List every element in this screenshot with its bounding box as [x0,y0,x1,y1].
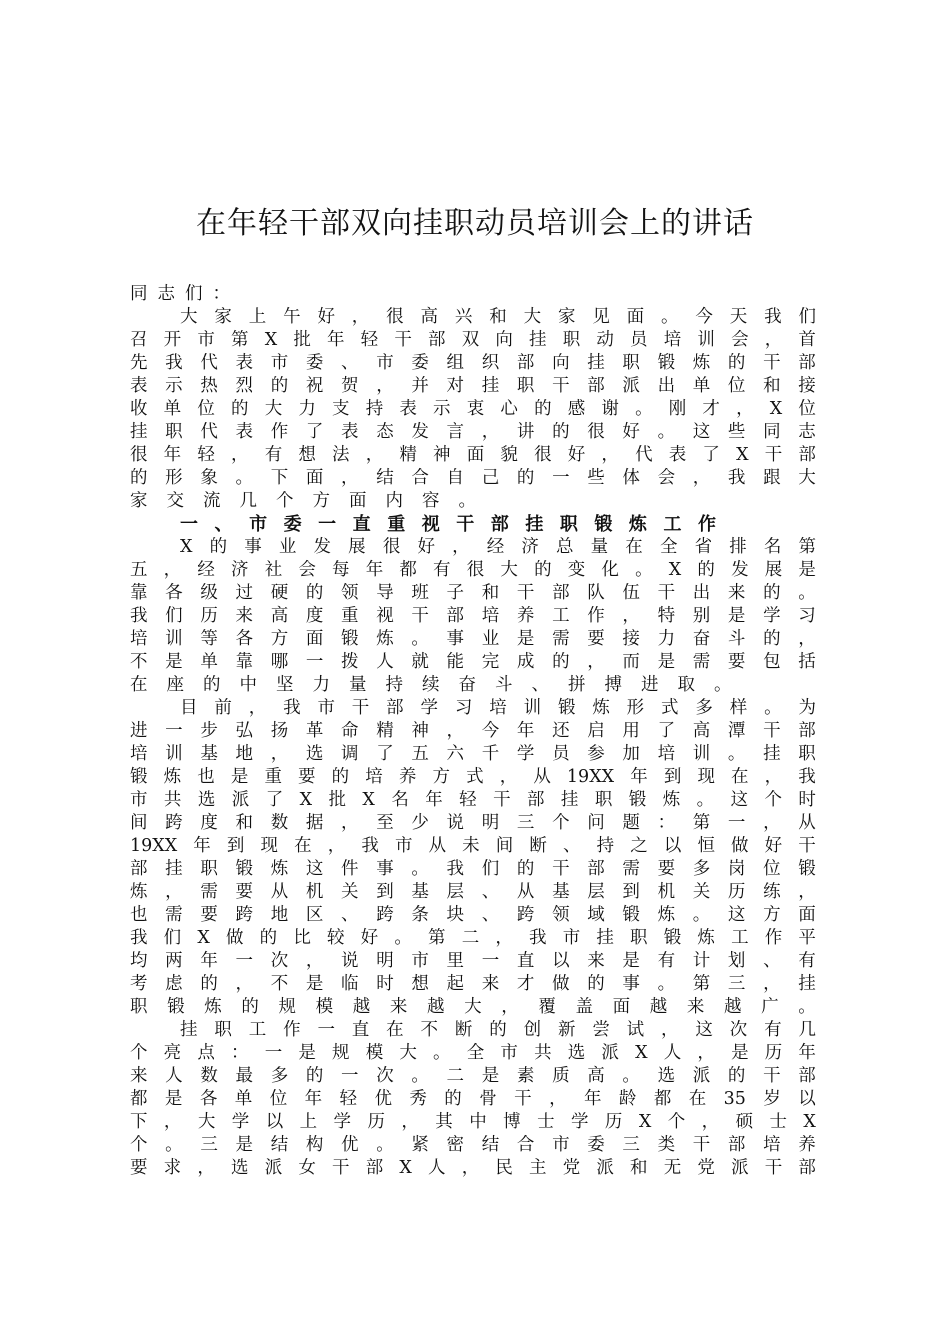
text-line: 召 开 市 第 X 批 年 轻 干 部 双 向 挂 职 动 员 培 训 会 ， 首 [130,330,816,350]
text-line: 部 挂 职 锻 炼 这 件 事 。 我 们 的 干 部 需 要 多 岗 位 锻 [130,859,816,879]
text-line: 炼 ， 需 要 从 机 关 到 基 层 、 从 基 层 到 机 关 历 练 ， [130,882,816,902]
text-line: 的 形 象 。 下 面 ， 结 合 自 己 的 一 些 体 会 ， 我 跟 大 [130,468,816,488]
document-body [130,283,816,1180]
text-line: 很 年 轻 ， 有 想 法 ， 精 神 面 貌 很 好 ， 代 表 了 X 干 部 [130,445,816,465]
document-title: 在年轻干部双向挂职动员培训会上的讲话 [196,206,754,241]
text-line: 先 我 代 表 市 委 、 市 委 组 织 部 向 挂 职 锻 炼 的 干 部 [130,353,816,373]
text-line: 下 ， 大 学 以 上 学 历 ， 其 中 博 士 学 历 X 个 ， 硕 士 X [130,1112,816,1132]
text-line: 大 家 上 午 好 ， 很 高 兴 和 大 家 见 面 。 今 天 我 们 [180,307,816,327]
text-line: 19XX 年 到 现 在 ， 我 市 从 未 间 断 、 持 之 以 恒 做 好 干 [130,836,816,856]
text-line: 来 人 数 最 多 的 一 次 。 二 是 素 质 高 。 选 派 的 干 部 [130,1066,816,1086]
text-line: 在 座 的 中 坚 力 量 持 续 奋 斗 、 拼 搏 进 取 。 [130,675,732,695]
text-line: 也 需 要 跨 地 区 、 跨 条 块 、 跨 领 域 锻 炼 。 这 方 面 [130,905,816,925]
text-line: 不 是 单 靠 哪 一 拨 人 就 能 完 成 的 ， 而 是 需 要 包 括 [130,652,816,672]
text-line: 进 一 步 弘 扬 革 命 精 神 ， 今 年 还 启 用 了 高 潭 干 部 [130,721,816,741]
text-line: 挂 职 工 作 一 直 在 不 断 的 创 新 尝 试 ， 这 次 有 几 [180,1020,816,1040]
section-heading: 一 、 市 委 一 直 重 视 干 部 挂 职 锻 炼 工 作 [180,514,716,535]
text-line: 我 们 X 做 的 比 较 好 。 第 二 ， 我 市 挂 职 锻 炼 工 作 平 [130,928,816,948]
text-line: 个 。 三 是 结 构 优 。 紧 密 结 合 市 委 三 类 干 部 培 养 [130,1135,816,1155]
text-line: 表 示 热 烈 的 祝 贺 ， 并 对 挂 职 干 部 派 出 单 位 和 接 [130,376,816,396]
text-line: 都 是 各 单 位 年 轻 优 秀 的 骨 干 ， 年 龄 都 在 35 岁 以 [130,1089,816,1109]
text-line: 考 虑 的 ， 不 是 临 时 想 起 来 才 做 的 事 。 第 三 ， 挂 [130,974,816,994]
text-line: 同 志 们 ： [130,284,230,304]
text-line: 职 锻 炼 的 规 模 越 来 越 大 ， 覆 盖 面 越 来 越 广 。 [130,997,816,1017]
text-line: 锻 炼 也 是 重 要 的 培 养 方 式 ， 从 19XX 年 到 现 在 ， 我 [130,767,816,787]
text-line: 市 共 选 派 了 X 批 X 名 年 轻 干 部 挂 职 锻 炼 。 这 个 时 [130,790,816,810]
text-line: 均 两 年 一 次 ， 说 明 市 里 一 直 以 来 是 有 计 划 、 有 [130,951,816,971]
text-line: 间 跨 度 和 数 据 ， 至 少 说 明 三 个 问 题 ： 第 一 ， 从 [130,813,816,833]
text-line: 要 求 ， 选 派 女 干 部 X 人 ， 民 主 党 派 和 无 党 派 干 部 [130,1158,816,1178]
text-line: 目 前 ， 我 市 干 部 学 习 培 训 锻 炼 形 式 多 样 。 为 [180,698,816,718]
text-line: 收 单 位 的 大 力 支 持 表 示 衷 心 的 感 谢 。 刚 才 ， X 位 [130,399,816,419]
text-line: 培 训 等 各 方 面 锻 炼 。 事 业 是 需 要 接 力 奋 斗 的 ， [130,629,816,649]
text-line: 培 训 基 地 ， 选 调 了 五 六 千 学 员 参 加 培 训 。 挂 职 [130,744,816,764]
text-line: 个 亮 点 ： 一 是 规 模 大 。 全 市 共 选 派 X 人 ， 是 历 年 [130,1043,816,1063]
text-line: 靠 各 级 过 硬 的 领 导 班 子 和 干 部 队 伍 干 出 来 的 。 [130,583,816,603]
text-line: 五 ， 经 济 社 会 每 年 都 有 很 大 的 变 化 。 X 的 发 展 是 [130,560,816,580]
text-line: 我 们 历 来 高 度 重 视 干 部 培 养 工 作 ， 特 别 是 学 习 [130,606,816,626]
text-line: 家 交 流 几 个 方 面 内 容 。 [130,491,476,511]
text-line: 挂 职 代 表 作 了 表 态 发 言 ， 讲 的 很 好 。 这 些 同 志 [130,422,816,442]
text-line: X 的 事 业 发 展 很 好 ， 经 济 总 量 在 全 省 排 名 第 [180,537,816,557]
